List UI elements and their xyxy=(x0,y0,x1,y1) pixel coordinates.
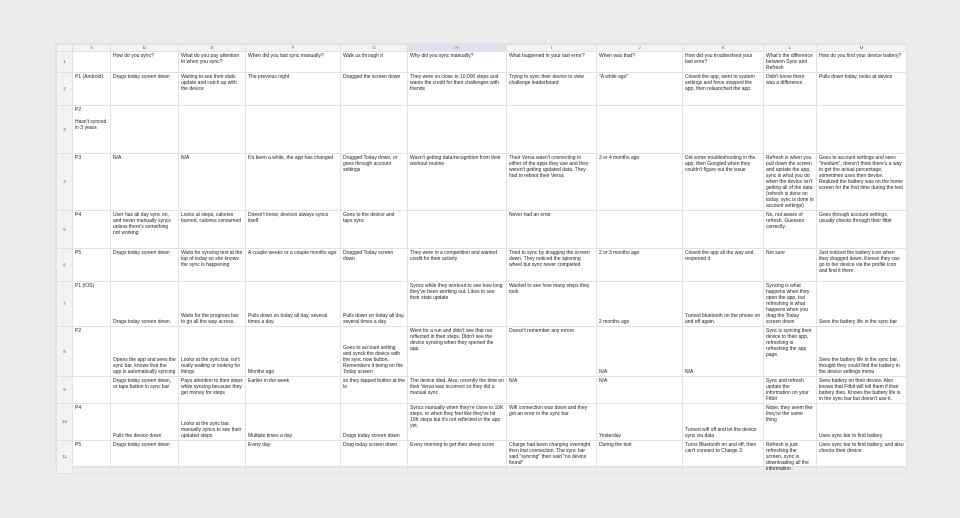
table-cell[interactable]: Syncs manually when they're close to 10K steps, or when they feel like they've hit 10K steps but it's not reflected in the app yet. xyxy=(408,404,507,441)
table-cell[interactable]: P4 xyxy=(73,211,111,249)
table-cell[interactable]: Looks at the sync bar, isn't really waiting or looking for things xyxy=(179,327,246,377)
table-cell[interactable]: Just noticed the battery icon when they dragged down. Knows they can go to her device via the profile icon and find it there. xyxy=(817,249,907,282)
table-cell[interactable]: Doesn't know, devices always syncs itself xyxy=(246,211,341,249)
table-cell[interactable]: P3 xyxy=(73,154,111,211)
column-header-a[interactable]: A xyxy=(73,45,111,52)
table-cell[interactable]: Goes through account settings, usually checks through their fitbit xyxy=(817,211,907,249)
column-header-d[interactable]: D xyxy=(111,45,179,52)
row-header[interactable]: 1 xyxy=(57,52,73,73)
table-cell[interactable]: Dragged Today screen down xyxy=(341,249,408,282)
table-cell[interactable]: Sees the battery life in the sync bar, thought they could find the battery in the device settings menu xyxy=(817,327,907,377)
table-cell[interactable]: Drag today screen down xyxy=(341,441,408,474)
row-header[interactable]: 3 xyxy=(57,106,73,154)
table-cell[interactable]: Dragged the screen down xyxy=(341,73,408,106)
table-cell[interactable]: Goes to account setting and synck the device with the sync now button. Remembers it being on the Today screen xyxy=(341,327,408,377)
column-header-k[interactable]: K xyxy=(683,45,764,52)
table-cell[interactable]: P5 xyxy=(73,249,111,282)
table-cell[interactable]: P2 Hasn't synced in 3 years xyxy=(73,106,111,154)
table-cell[interactable]: Months ago xyxy=(246,327,341,377)
table-cell[interactable]: Drags today screen down xyxy=(111,73,179,106)
column-header-i[interactable]: I xyxy=(507,45,597,52)
table-cell[interactable] xyxy=(507,106,597,154)
table-cell[interactable]: Sees the battery life in the sync bar xyxy=(817,282,907,327)
table-cell[interactable]: Multiple times a day xyxy=(246,404,341,441)
table-cell[interactable]: N/A xyxy=(111,154,179,211)
row-header[interactable]: 7 xyxy=(57,282,73,327)
table-cell[interactable]: Drags today screen down. xyxy=(111,282,179,327)
table-cell[interactable]: Charge had been charging overnight then lost connection. The sync bar said "syncing" then said "no device found" xyxy=(507,441,597,474)
table-cell[interactable]: What happened in your last error? xyxy=(507,52,597,73)
table-cell[interactable]: Why did you sync manually? xyxy=(408,52,507,73)
table-cell[interactable] xyxy=(597,106,683,154)
table-cell[interactable]: Turned wifi off and let the device sync via data xyxy=(683,404,764,441)
table-cell[interactable]: Drags today screen down, or taps button in sync bar xyxy=(111,377,179,404)
table-cell[interactable]: No, not aware of refresh. Guesses correctly. xyxy=(764,211,817,249)
table-cell[interactable]: Pulls down on today all day, several times a day. xyxy=(341,282,408,327)
table-cell[interactable]: P1 (iOS) xyxy=(73,282,111,327)
table-cell[interactable] xyxy=(683,377,764,404)
table-cell[interactable] xyxy=(73,52,111,73)
table-cell[interactable]: P5 xyxy=(73,441,111,474)
row-header[interactable]: 2 xyxy=(57,73,73,106)
table-cell[interactable]: Wasn't getting data/recognition from their workout routine xyxy=(408,154,507,211)
row-header[interactable]: 9 xyxy=(57,377,73,404)
table-cell[interactable]: N/A xyxy=(597,327,683,377)
table-cell[interactable]: They were in a competition and wanted credit for their activity xyxy=(408,249,507,282)
table-cell[interactable]: Goes to account settings and sees "medium", doesn't think there's a way to get the actual percentage, sometimes uses their device. Realized the battery was on the home screen for the first time during the test xyxy=(817,154,907,211)
table-cell[interactable]: Didn't know there was a difference xyxy=(764,73,817,106)
table-cell[interactable]: Not sure xyxy=(764,249,817,282)
table-cell[interactable] xyxy=(73,377,111,404)
table-cell[interactable]: Every morning to get their sleep score xyxy=(408,441,507,474)
table-row xyxy=(57,52,907,73)
sheet-grid xyxy=(56,44,907,474)
table-cell[interactable]: N/A xyxy=(597,377,683,404)
table-cell[interactable]: Pulls down today, looks at device xyxy=(817,73,907,106)
table-cell[interactable] xyxy=(179,106,246,154)
table-cell[interactable]: Sync and refresh update the information on your Fitbit xyxy=(764,377,817,404)
table-row xyxy=(57,404,907,441)
table-cell[interactable] xyxy=(764,106,817,154)
table-cell[interactable]: Their Versa wasn't connecting to either of the apps they use and they weren't getting updated data. They had to reboot their Versa xyxy=(507,154,597,211)
table-cell[interactable] xyxy=(111,106,179,154)
table-cell[interactable] xyxy=(683,211,764,249)
table-cell[interactable]: P1 (Android) xyxy=(73,73,111,106)
table-row xyxy=(57,327,907,377)
table-cell[interactable]: Looks at the sync bar, manually syncs to see their updated steps xyxy=(179,404,246,441)
table-cell[interactable]: Syncs while they workout to see how long they've been working out. Likes to see their stats update xyxy=(408,282,507,327)
table-row xyxy=(57,282,907,327)
table-cell[interactable]: Uses sync bar to find battery, and also checks their device xyxy=(817,441,907,474)
table-cell[interactable]: Waits for the progress bar to go all the way across. xyxy=(179,282,246,327)
table-cell[interactable]: A couple weeks or a couple months ago xyxy=(246,249,341,282)
table-cell[interactable]: Turns Bluetooth on and off, then can't connect to Charge 3. xyxy=(683,441,764,474)
table-cell[interactable]: Opens the app and sees the sync bar, knows that the app is automatically syncing xyxy=(111,327,179,377)
row-header[interactable]: 4 xyxy=(57,154,73,211)
table-cell[interactable]: Earlier in the week xyxy=(246,377,341,404)
table-cell[interactable] xyxy=(246,106,341,154)
column-header-g[interactable]: G xyxy=(341,45,408,52)
table-cell[interactable]: How do you sync? xyxy=(111,52,179,73)
select-all-corner[interactable] xyxy=(57,45,73,52)
table-cell[interactable]: Went for a run and didn't see that run reflected in their steps. Didn't see the device syncing when they opened the app. xyxy=(408,327,507,377)
column-header-row xyxy=(57,45,907,52)
table-cell[interactable]: N/A xyxy=(507,377,597,404)
table-cell[interactable]: Wanted to see how many steps they took xyxy=(507,282,597,327)
table-cell[interactable]: Sync is syncing their device to their app, refreshing is refreshing the app page. xyxy=(764,327,817,377)
table-cell[interactable]: Trying to sync their device to view challenge leaderboard xyxy=(507,73,597,106)
table-cell[interactable]: Nope, they seem like they're the same thing xyxy=(764,404,817,441)
table-cell[interactable]: Sees battery on their device. Also knows that Fitbit will tell them if their battery dies. Knows the battery life is in the sync bar but doesn't use it. xyxy=(817,377,907,404)
table-cell[interactable]: Uses sync bar to find battery xyxy=(817,404,907,441)
table-cell[interactable]: Yesterday xyxy=(597,404,683,441)
table-cell[interactable]: N/A xyxy=(683,327,764,377)
table-cell[interactable]: It's been a while, the app has changed xyxy=(246,154,341,211)
table-cell[interactable]: What's the difference between Sync and Refresh xyxy=(764,52,817,73)
table-row xyxy=(57,441,907,474)
table-cell[interactable]: Tried to sync by dragging the screen down. They noticed the spinning wheel but sync never completed xyxy=(507,249,597,282)
table-cell[interactable]: "A while ago" xyxy=(597,73,683,106)
table-cell[interactable]: Looks at steps, calories burned, calories consumed xyxy=(179,211,246,249)
table-cell[interactable]: Pulls the device down xyxy=(111,404,179,441)
table-cell[interactable]: P2 xyxy=(73,327,111,377)
table-cell[interactable]: 3 or 4 months ago xyxy=(597,154,683,211)
table-cell[interactable]: Did some troubleshooting in the app, then Googled when they couldn't figure out the issue xyxy=(683,154,764,211)
table-cell[interactable]: What do you pay attention to when you sync? xyxy=(179,52,246,73)
table-cell[interactable]: Waits for syncing text at the top of today so she knows the sync is happening xyxy=(179,249,246,282)
table-cell[interactable]: N/A xyxy=(179,154,246,211)
table-cell[interactable] xyxy=(408,211,507,249)
table-row xyxy=(57,377,907,404)
table-cell[interactable] xyxy=(408,106,507,154)
table-cell[interactable] xyxy=(179,441,246,474)
table-row xyxy=(57,154,907,211)
table-cell[interactable]: When was that? xyxy=(597,52,683,73)
table-cell[interactable]: Wifi connection was down and they got an error in the sync bar xyxy=(507,404,597,441)
table-cell[interactable]: How do you find your device battery? xyxy=(817,52,907,73)
table-cell[interactable]: Every day xyxy=(246,441,341,474)
table-cell[interactable] xyxy=(817,106,907,154)
table-cell[interactable] xyxy=(597,211,683,249)
table-cell[interactable]: so they tapped button at the to xyxy=(341,377,408,404)
column-header-f[interactable]: F xyxy=(246,45,341,52)
row-header[interactable]: 8 xyxy=(57,327,73,377)
table-cell[interactable]: Dragged Today down, or goes through account settings xyxy=(341,154,408,211)
spreadsheet xyxy=(56,44,906,472)
table-cell[interactable]: Refresh is just refreshing the screen, sync is downloading all the information xyxy=(764,441,817,474)
table-cell[interactable]: How did you troubleshoot your last error? xyxy=(683,52,764,73)
table-cell[interactable]: Drags today screen down xyxy=(341,404,408,441)
table-cell[interactable]: Never had an error xyxy=(507,211,597,249)
table-cell[interactable]: 2 months ago xyxy=(597,282,683,327)
row-header[interactable]: 10 xyxy=(57,404,73,441)
table-cell[interactable]: Closed the app, went to system settings and force stopped the app, then relaunched the app. xyxy=(683,73,764,106)
table-cell[interactable]: Doesn't remember any errors xyxy=(507,327,597,377)
table-cell[interactable]: Pulls down on today all day, several times a day. xyxy=(246,282,341,327)
table-cell[interactable]: User has all day sync on, and never manually syncs unless there's something not working xyxy=(111,211,179,249)
row-header[interactable]: 11 xyxy=(57,441,73,474)
table-cell[interactable]: Syncing is what happens when they open the app, but refreshing is what happens when you drag the Today screen down xyxy=(764,282,817,327)
column-header-j[interactable]: J xyxy=(597,45,683,52)
table-cell[interactable]: Waiting to see their stats update and catch up with the device xyxy=(179,73,246,106)
table-cell[interactable]: Closed the app all the way and reopened it xyxy=(683,249,764,282)
table-cell[interactable]: Walk us through it xyxy=(341,52,408,73)
column-header-e[interactable]: E xyxy=(179,45,246,52)
table-cell[interactable]: During the test xyxy=(597,441,683,474)
table-cell[interactable] xyxy=(341,106,408,154)
table-cell[interactable]: They were so close to 10,000 steps and wants the credit for their challenges with friends xyxy=(408,73,507,106)
column-header-m[interactable]: M xyxy=(817,45,907,52)
row-header[interactable]: 6 xyxy=(57,249,73,282)
table-row xyxy=(57,73,907,106)
table-cell[interactable]: Drags today screen down xyxy=(111,249,179,282)
column-header-l[interactable]: L xyxy=(764,45,817,52)
table-row xyxy=(57,249,907,282)
table-cell[interactable]: The previous night xyxy=(246,73,341,106)
table-cell[interactable]: When did you last sync manually? xyxy=(246,52,341,73)
column-header-h[interactable]: H xyxy=(408,45,507,52)
table-cell[interactable]: Refresh is when you pull down the screen and update the app, sync is what you do when the device isn't getting all of the data (refresh is done on today, sync is done in account settings) xyxy=(764,154,817,211)
table-row xyxy=(57,106,907,154)
table-cell[interactable] xyxy=(683,106,764,154)
table-cell[interactable]: Goes to the device and taps sync xyxy=(341,211,408,249)
table-cell[interactable]: P4 xyxy=(73,404,111,441)
table-row xyxy=(57,211,907,249)
table-cell[interactable]: Turned bluetooth on the phone on and off again. xyxy=(683,282,764,327)
row-header[interactable]: 5 xyxy=(57,211,73,249)
table-cell[interactable]: Pays attention to their steps while syncing because they get money for steps xyxy=(179,377,246,404)
table-cell[interactable]: The device died. Also, recently the time on their Versa was incorrect so they did a manual sync xyxy=(408,377,507,404)
table-cell[interactable]: 2 or 3 months ago xyxy=(597,249,683,282)
table-cell[interactable]: Drags today screen down xyxy=(111,441,179,474)
